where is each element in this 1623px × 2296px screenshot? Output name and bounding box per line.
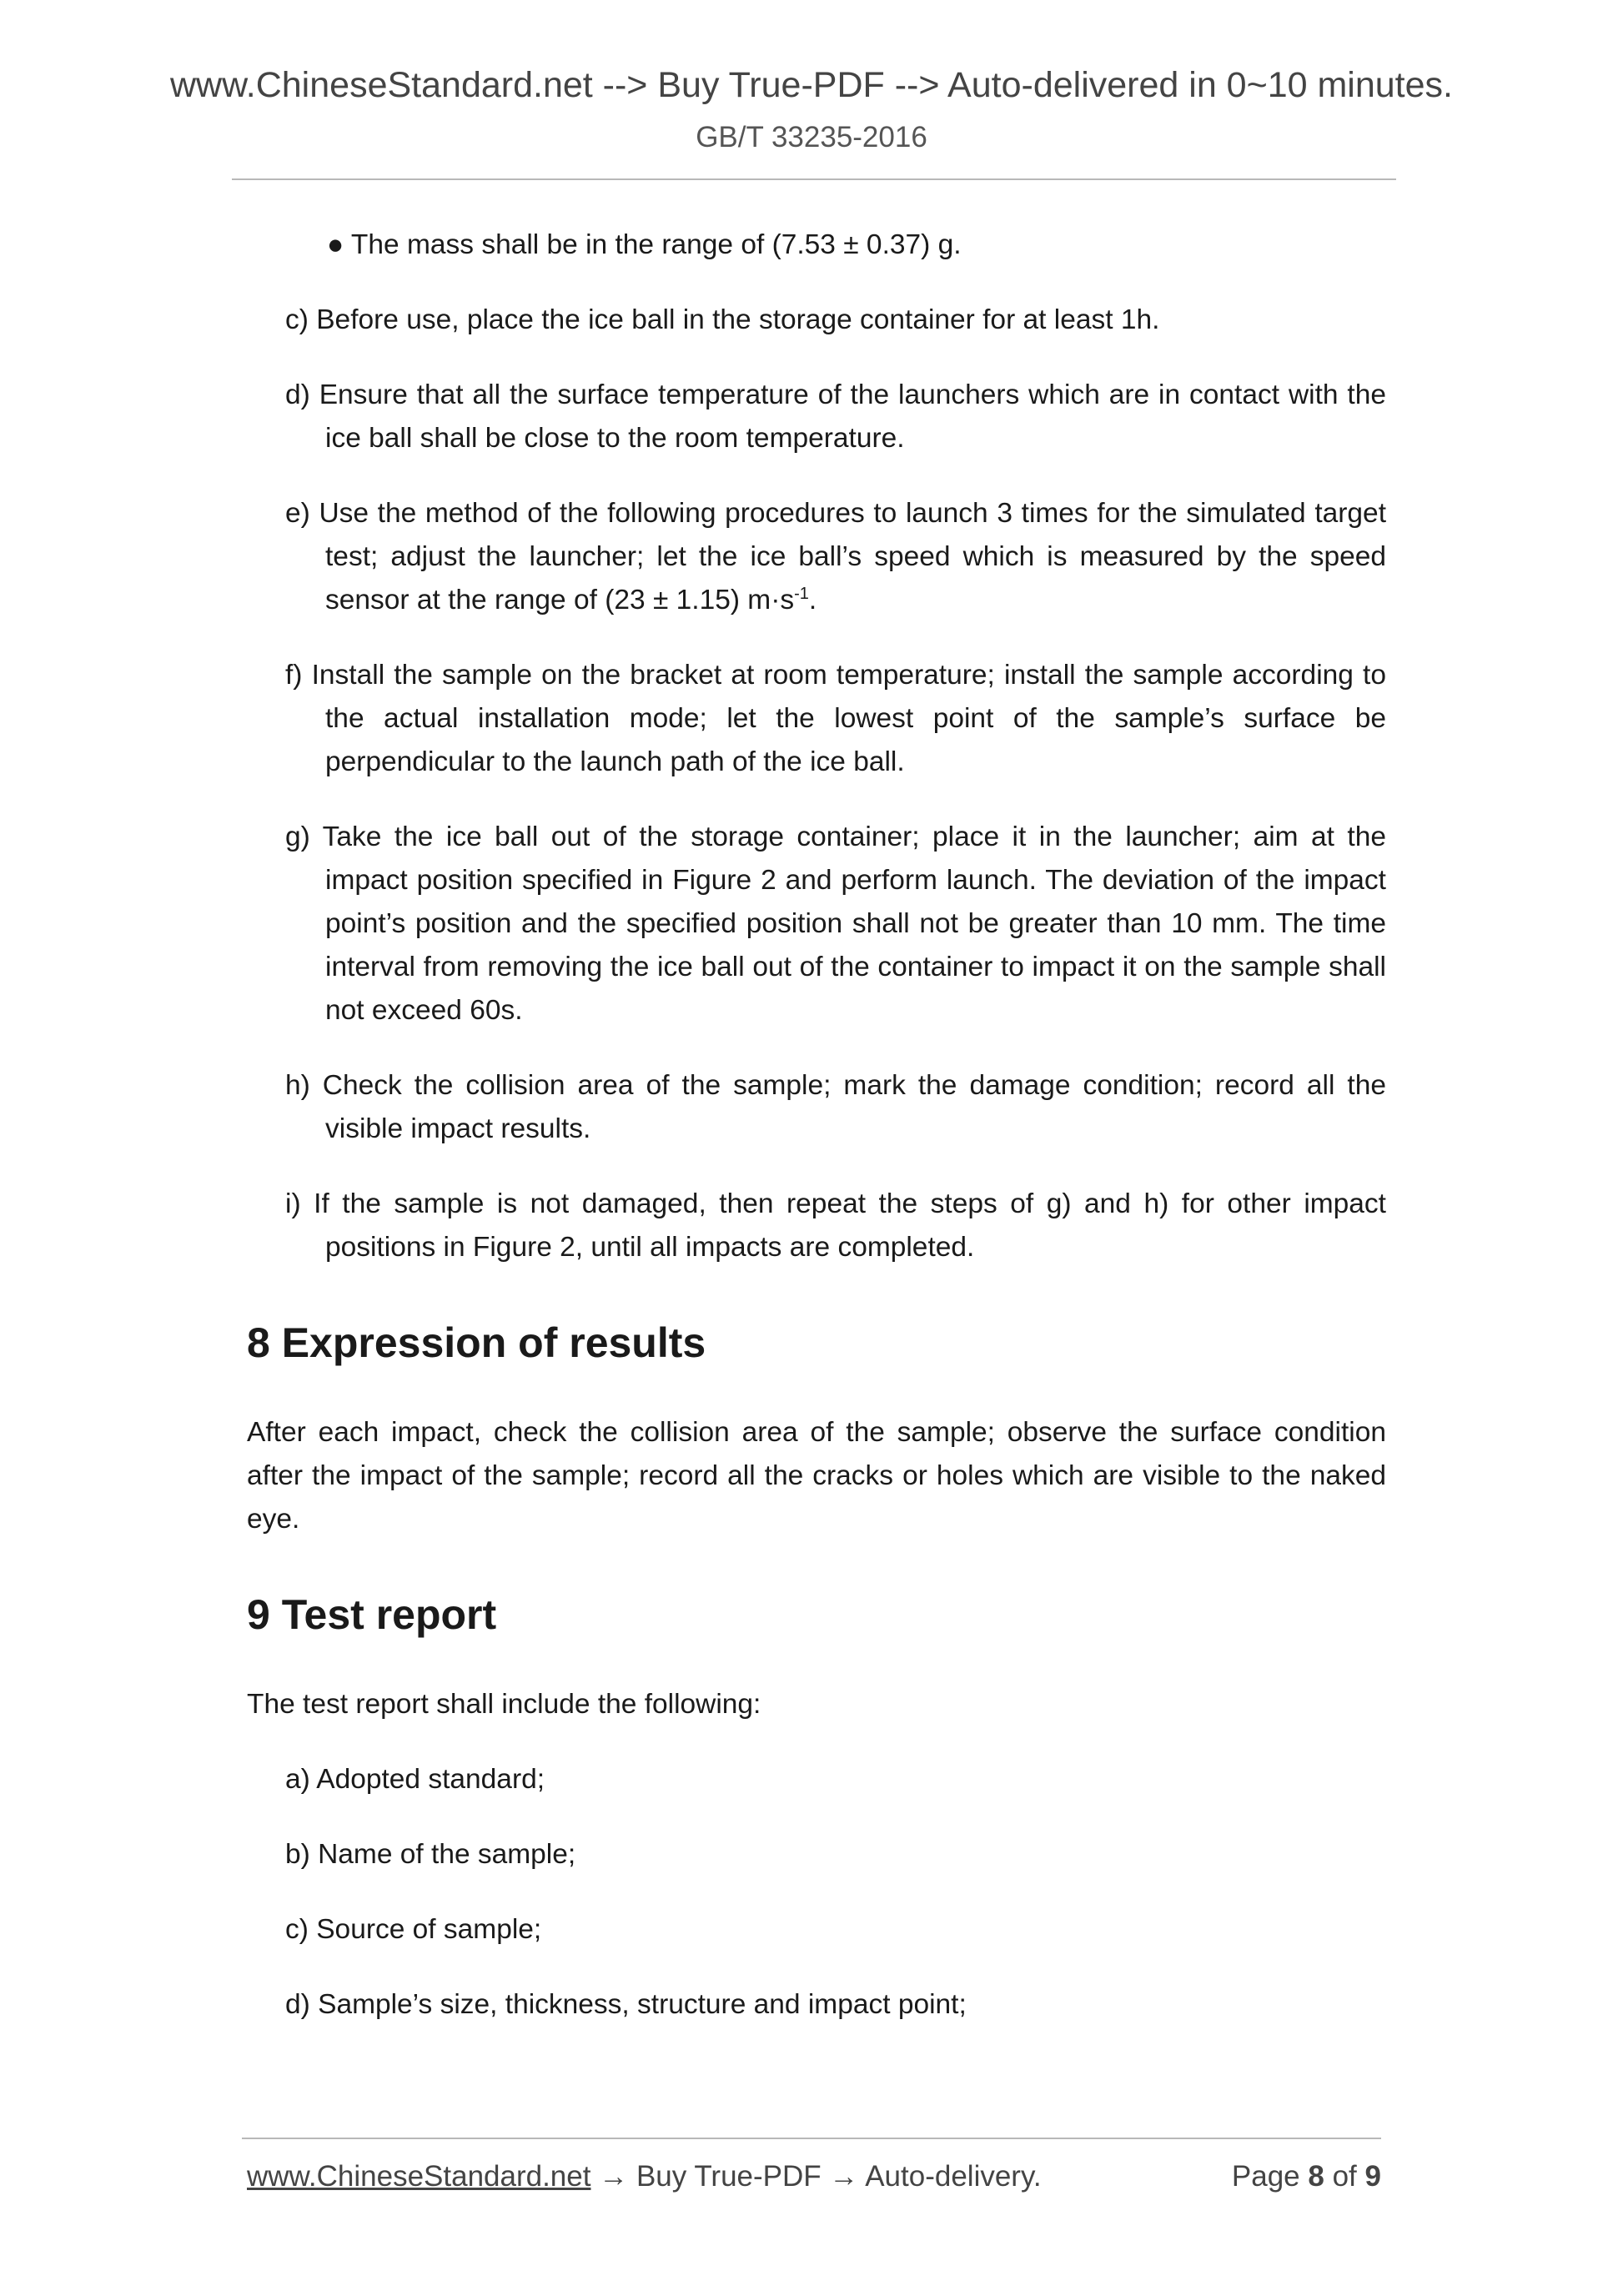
item-h: h) Check the collision area of the sample; mark the damage condition; record all the visible impact results. — [285, 1070, 1386, 1144]
item-f: f) Install the sample on the bracket at room temperature; install the sample according to the actual installation mode; let the lowest point of the sample’s surface be perpendicular to the launch path of the ice ball. — [285, 660, 1386, 777]
page-number: 8 — [1308, 2160, 1324, 2193]
page-total: 9 — [1364, 2160, 1381, 2193]
footer-divider — [242, 2138, 1381, 2139]
page-label: Page — [1231, 2160, 1300, 2193]
page-footer — [247, 2160, 1381, 2202]
page-indicator — [1232, 2160, 1381, 2193]
report-item: c) Source of sample; — [285, 1914, 542, 1945]
item-e-end: . — [808, 585, 817, 615]
footer-left — [247, 2160, 1042, 2193]
item-e-superscript: -1 — [794, 584, 809, 603]
item-i: i) If the sample is not damaged, then repeat the steps of g) and h) for other impact positions in Figure 2, until all impacts are completed. — [285, 1188, 1386, 1263]
item-e — [285, 492, 1386, 622]
bullet-mass: ● The mass shall be in the range of (7.53 ± 0.37) g. — [327, 229, 962, 260]
footer-site-link[interactable]: www.ChineseStandard.net — [247, 2160, 591, 2193]
report-item: d) Sample’s size, thickness, structure and impact point; — [285, 1989, 967, 2020]
footer-delivery-text: Auto-delivery. — [865, 2160, 1042, 2193]
standard-number: GB/T 33235-2016 — [696, 121, 927, 153]
of-label: of — [1332, 2160, 1357, 2193]
item-d: d) Ensure that all the surface temperature of the launchers which are in contact with the ice ball shall be close to the room temperature. — [285, 379, 1386, 454]
arrow-right-icon: → — [829, 2160, 859, 2193]
report-item: b) Name of the sample; — [285, 1839, 576, 1870]
section-8-text: After each impact, check the collision area of the sample; observe the surface condition after the impact of the sample; record all the cracks or holes which are visible to the naked eye. — [247, 1417, 1386, 1535]
page-body — [247, 224, 1386, 2058]
header-divider — [232, 178, 1396, 180]
item-c: c) Before use, place the ice ball in the storage container for at least 1h. — [285, 304, 1160, 335]
item-e-text: e) Use the method of the following procedures to launch 3 times for the simulated target test; adjust the launcher; let the ice ball’s speed which is measured by the speed sensor at the range of (23 ± 1.15) m·s — [285, 498, 1386, 615]
footer-buy-text: Buy True-PDF — [636, 2160, 822, 2193]
section-8-title: 8 Expression of results — [247, 1319, 706, 1366]
section-9-title: 9 Test report — [247, 1591, 497, 1638]
arrow-right-icon: → — [599, 2160, 629, 2193]
section-9-intro: The test report shall include the following: — [247, 1689, 761, 1720]
item-g: g) Take the ice ball out of the storage container; place it in the launcher; aim at the impact position specified in Figure 2 and perform launch. The deviation of the impact point’s position and the specified position shall not be greater than 10 mm. The time interval from removing the ice ball out of the container to impact it on the sample shall not exceed 60s. — [285, 821, 1386, 1026]
report-item: a) Adopted standard; — [285, 1764, 545, 1795]
header-banner: www.ChineseStandard.net --> Buy True-PDF --> Auto-delivered in 0~10 minutes. — [169, 65, 1453, 105]
